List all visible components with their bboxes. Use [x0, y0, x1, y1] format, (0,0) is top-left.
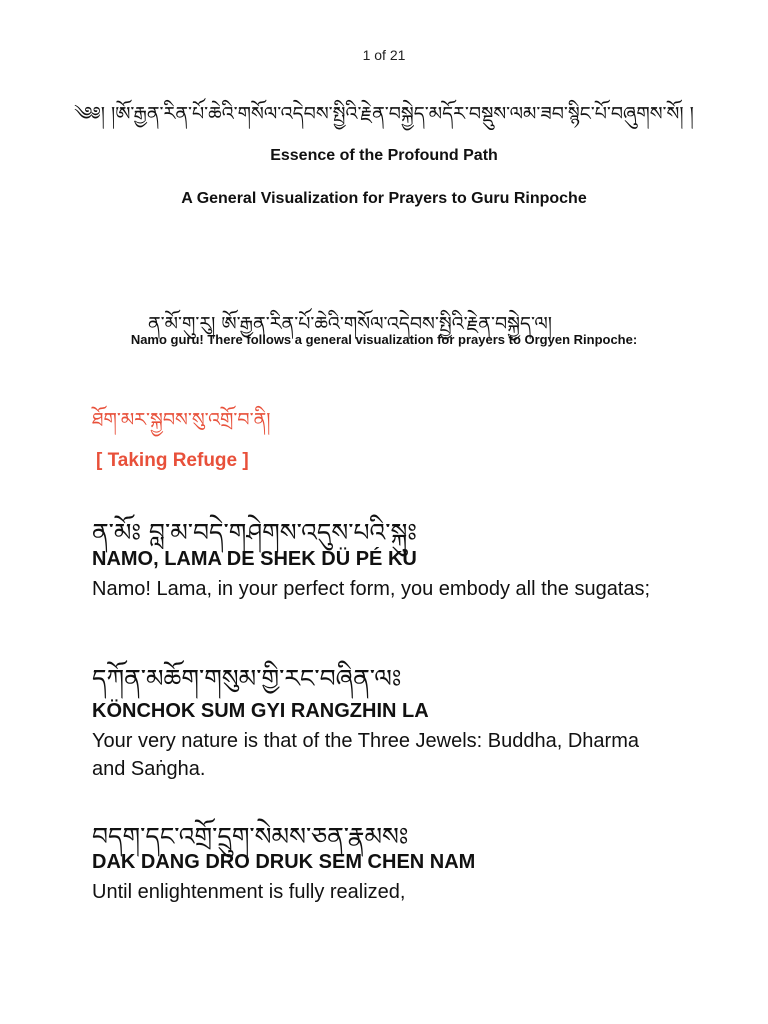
section-tibetan-heading: ཐོག་མར་སྐྱབས་སུ་འགྲོ་བ་ནི། [92, 409, 271, 431]
document-title: Essence of the Profound Path [270, 147, 498, 164]
page-number: 1 of 21 [362, 47, 406, 63]
tibetan-title: ༄༅། །ཨོ་རྒྱན་རིན་པོ་ཆེའི་གསོལ་འདེབས་སྤྱིའི་རྗེན་བསྐྱེད་མདོར་བསྡུས་ལམ་ཟབ་སྙིང་པོ་བཞུགས་སོ། ། [74, 103, 694, 125]
namo-english-line: Namo guru! There follows a general visualization for prayers to Orgyen Rinpoche: [130, 332, 638, 347]
document-subtitle: A General Visualization for Prayers to Guru Rinpoche [181, 190, 587, 207]
verse-transliteration: KÖNCHOK SUM GYI RANGZHIN LA [92, 700, 429, 722]
verse-transliteration: NAMO, LAMA DE SHEK DÜ PÉ KU [92, 548, 417, 570]
tibetan-namo-line: ན་མོ་གུ་རུ། ཨོ་རྒྱན་རིན་པོ་ཆེའི་གསོལ་འདེབས་སྤྱིའི་རྗེན་བསྐྱེད་ལ། [147, 313, 553, 335]
verse-tibetan: དཀོན་མཆོག་གསུམ་གྱི་རང་བཞིན་ལཿ [92, 664, 402, 693]
section-heading: [ Taking Refuge ] [96, 450, 249, 471]
verse-translation: Your very nature is that of the Three Jewels: Buddha, Dharma and Saṅgha. [92, 730, 639, 780]
verse-translation: Namo! Lama, in your perfect form, you embody all the sugatas; [92, 578, 651, 600]
verse-transliteration: DAK DANG DRO DRUK SEM CHEN NAM [92, 851, 476, 873]
verse-translation: Until enlightenment is fully realized, [92, 881, 406, 903]
verse-tibetan: བདག་དང་འགྲོ་དྲུག་སེམས་ཅན་རྣམསཿ [92, 822, 409, 851]
verse-tibetan: ན་མོཿ བླ་མ་བདེ་གཤེགས་འདུས་པའི་སྐུཿ [92, 518, 417, 547]
